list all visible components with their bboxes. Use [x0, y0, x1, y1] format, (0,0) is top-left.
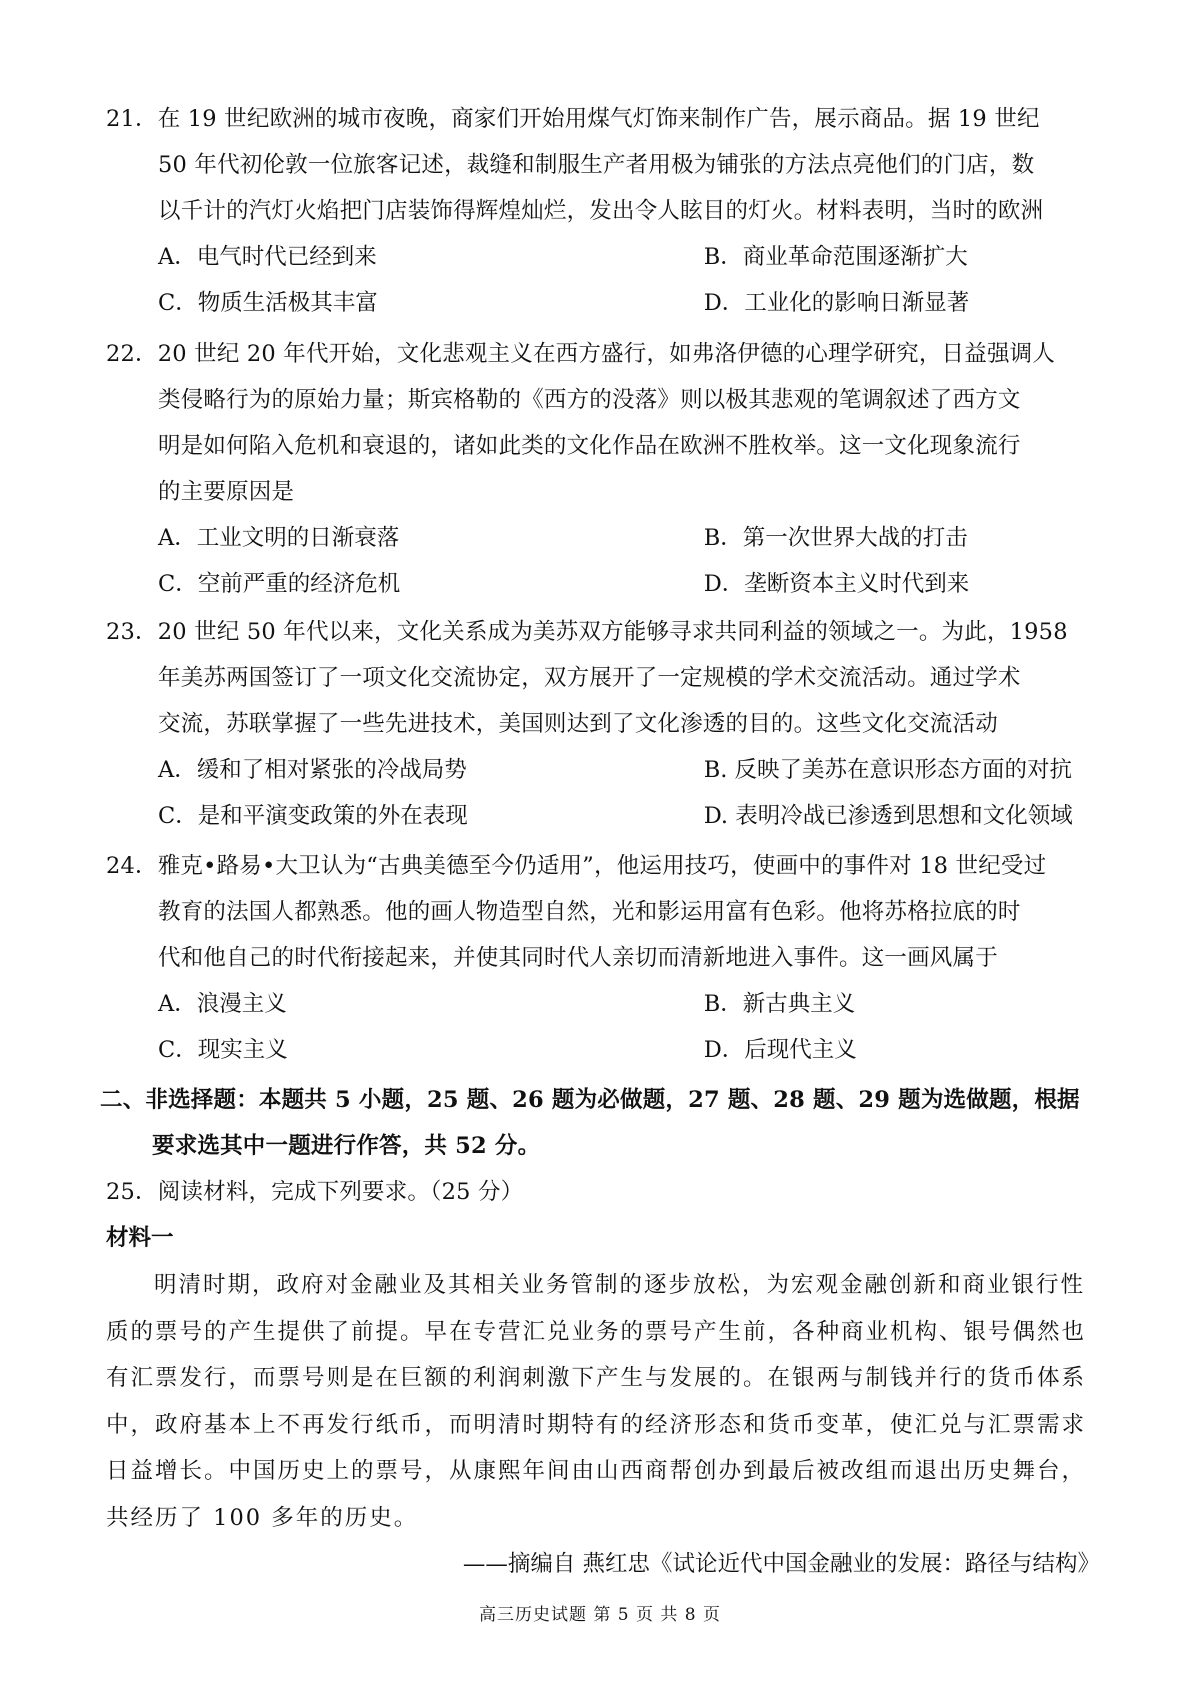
question-text-line: 21．在 19 世纪欧洲的城市夜晚，商家们开始用煤气灯饰来制作广告，展示商品。据 19 世纪: [106, 106, 1040, 132]
option-d: D．工业化的影响日渐显著: [703, 290, 970, 316]
option-a: A．工业文明的日渐衰落: [158, 525, 400, 551]
question-text-line: 的主要原因是: [158, 479, 295, 505]
option-d: D. 表明冷战已渗透到思想和文化领域: [703, 803, 1073, 829]
option-a: A．浪漫主义: [158, 991, 287, 1017]
question-text-line: 24．雅克•路易•大卫认为“古典美德至今仍适用”，他运用技巧，使画中的事件对 18 世纪受过: [106, 853, 1047, 879]
question-21: [106, 96, 1102, 326]
question-text-line: 以千计的汽灯火焰把门店装饰得辉煌灿烂，发出令人眩目的灯火。材料表明，当时的欧洲: [158, 198, 1044, 224]
option-d: D．后现代主义: [703, 1037, 857, 1063]
material-source: ——摘编自 燕红忠《试论近代中国金融业的发展：路径与结构》: [462, 1551, 1100, 1577]
material-label: 材料一: [106, 1225, 174, 1251]
question-text-line: 明是如何陷入危机和衰退的，诸如此类的文化作品在欧洲不胜枚举。这一文化现象流行: [158, 433, 1021, 459]
question-25: [106, 1169, 1102, 1215]
option-b: B．新古典主义: [703, 991, 856, 1017]
option-a: A．缓和了相对紧张的冷战局势: [158, 757, 467, 783]
answer-options: [106, 981, 1102, 1073]
question-text-line: 50 年代初伦敦一位旅客记述，裁缝和制服生产者用极为铺张的方法点亮他们的门店，数: [158, 152, 1035, 178]
material-line: 共经历了 100 多年的历史。: [106, 1504, 419, 1531]
section-heading: [100, 1077, 1096, 1169]
question-23: [106, 609, 1102, 839]
question-prompt: 25．阅读材料，完成下列要求。（25 分）: [106, 1179, 524, 1205]
option-c: C．现实主义: [158, 1037, 288, 1063]
question-text-line: 23．20 世纪 50 年代以来，文化关系成为美苏双方能够寻求共同利益的领域之一。为此，1958: [106, 619, 1068, 645]
option-b: B. 反映了美苏在意识形态方面的对抗: [703, 757, 1073, 783]
question-text-line: 交流，苏联掌握了一些先进技术，美国则达到了文化渗透的目的。这些文化交流活动: [158, 711, 998, 737]
option-a: A．电气时代已经到来: [158, 244, 377, 270]
material-line: 有汇票发行，而票号则是在巨额的利润刺激下产生与发展的。在银两与制钱并行的货币体系: [106, 1365, 1087, 1391]
option-b: B．第一次世界大战的打击: [703, 525, 968, 551]
material-text: [106, 1262, 1102, 1541]
answer-options: [106, 234, 1102, 326]
material-line: 质的票号的产生提供了前提。早在专营汇兑业务的票号产生前，各种商业机构、银号偶然也: [106, 1318, 1087, 1345]
question-text-line: 代和他自己的时代衔接起来，并使其同时代人亲切而清新地进入事件。这一画风属于: [158, 945, 998, 971]
question-22: [106, 331, 1102, 607]
material-line: 中，政府基本上不再发行纸币，而明清时期特有的经济形态和货币变革，使汇兑与汇票需求: [106, 1411, 1087, 1438]
option-c: C．空前严重的经济危机: [158, 571, 401, 597]
material-line: 日益增长。中国历史上的票号，从康熙年间由山西商帮创办到最后被改组而退出历史舞台，: [106, 1458, 1087, 1484]
question-text-line: 类侵略行为的原始力量；斯宾格勒的《西方的没落》则以极其悲观的笔调叙述了西方文: [158, 387, 1021, 413]
question-text-line: 教育的法国人都熟悉。他的画人物造型自然，光和影运用富有色彩。他将苏格拉底的时: [158, 899, 1021, 925]
option-d: D．垄断资本主义时代到来: [703, 571, 970, 597]
section-heading-line: 要求选其中一题进行作答，共 52 分。: [152, 1133, 541, 1159]
question-text-line: 年美苏两国签订了一项文化交流协定，双方展开了一定规模的学术交流活动。通过学术: [158, 665, 1021, 691]
option-c: C．物质生活极其丰富: [158, 290, 378, 316]
answer-options: [106, 515, 1102, 607]
question-24: [106, 843, 1102, 1073]
page-footer: 高三历史试题 第 5 页 共 8 页: [478, 1605, 722, 1625]
section-heading-line: 二、非选择题：本题共 5 小题，25 题、26 题为必做题，27 题、28 题、29 题为选做题，根据: [100, 1087, 1080, 1113]
question-text-line: 22．20 世纪 20 年代开始，文化悲观主义在西方盛行，如弗洛伊德的心理学研究，日益强调人: [106, 341, 1056, 367]
material-line: 明清时期，政府对金融业及其相关业务管制的逐步放松，为宏观金融创新和商业银行性: [154, 1272, 1086, 1298]
answer-options: [106, 747, 1102, 839]
option-b: B．商业革命范围逐渐扩大: [703, 244, 968, 270]
option-c: C．是和平演变政策的外在表现: [158, 803, 468, 829]
